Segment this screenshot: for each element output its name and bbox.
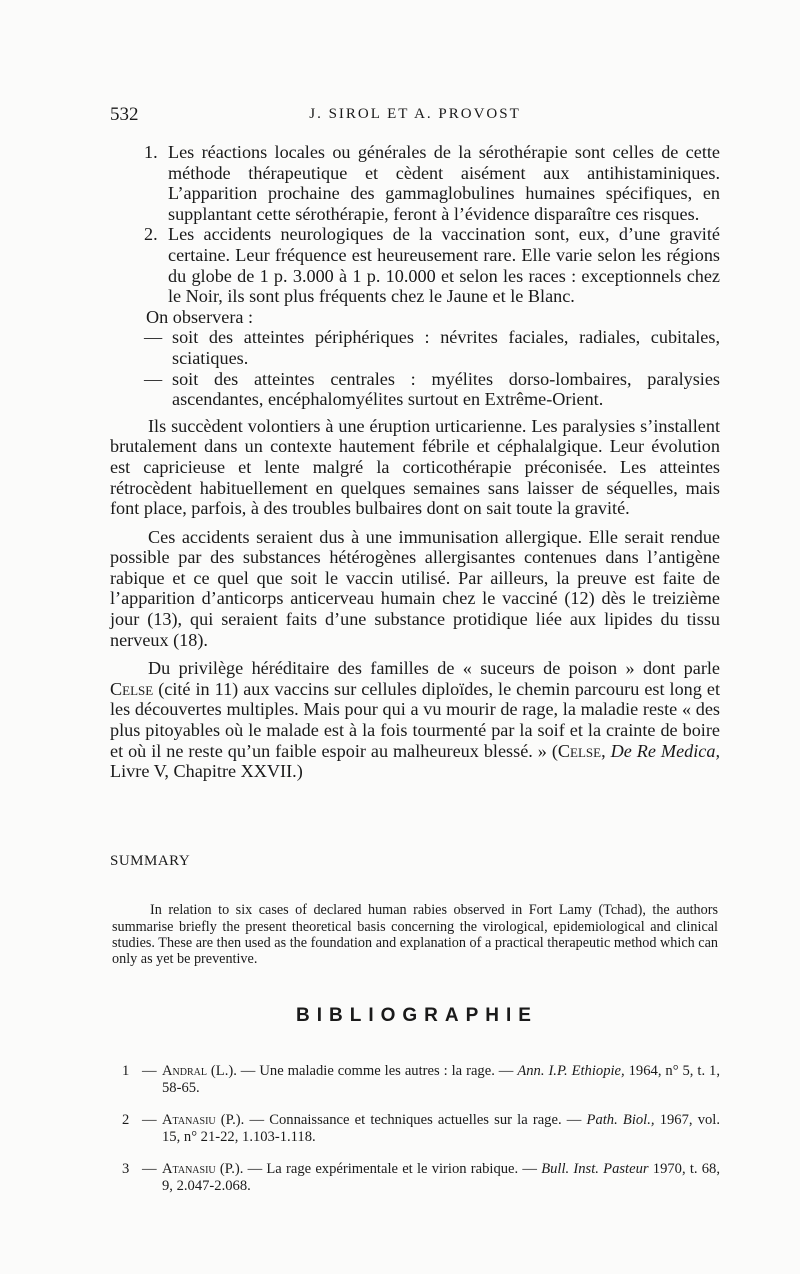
page-number: 532 — [110, 104, 139, 125]
reference-journal: Path. Biol., — [586, 1111, 655, 1128]
reference-details: 1970, t. 68, 9, 2.047-2.068. — [162, 1160, 720, 1194]
page-header — [110, 104, 720, 132]
reference-author: Atanasiu — [162, 1111, 216, 1128]
paragraph-text: , — [601, 740, 611, 761]
reference-journal: Ann. I.P. Ethiopie, — [517, 1062, 625, 1079]
reference-text: (P.). — La rage expérimentale et le virion rabique. — — [215, 1160, 542, 1177]
summary-heading: SUMMARY — [110, 853, 191, 869]
reference-entry — [110, 1112, 720, 1146]
paragraph-text: Du privilège héréditaire des familles de « suceurs de poison » dont parle — [148, 658, 720, 679]
reference-journal: Bull. Inst. Pasteur — [541, 1160, 649, 1177]
reference-details: 1967, vol. 15, n° 21-22, 1.103-1.118. — [162, 1111, 720, 1145]
item-text: Les accidents neurologiques de la vaccination sont, eux, d’une gravité certaine. Leur fréquence est heureusement rare. Elle varie selon les régions du globe de 1 p. 3.000 à 1 p. 10.000 et selon les races : exceptionnels chez le Noir, ils sont plus fréquents chez le Jaune et le Blanc. — [168, 224, 720, 307]
author-name: Celse — [110, 678, 154, 699]
reference-details: 1964, n° 5, t. 1, 58-65. — [162, 1062, 720, 1096]
bibliography-heading: BIBLIOGRAPHIE — [296, 1005, 538, 1026]
numbered-item — [110, 224, 720, 306]
reference-text: (L.). — Une maladie comme les autres : la rage. — — [206, 1062, 518, 1079]
article-body — [110, 142, 720, 782]
reference-text: (P.). — Connaissance et techniques actuelles sur la rage. — — [215, 1111, 587, 1128]
work-title: De Re Medica, — [610, 740, 721, 761]
item-text: Les réactions locales ou générales de la sérothérapie sont celles de cette méthode thérapeutique et cèdent aisément aux antihistaminiques. L’apparition prochaine des gammaglobulines humaines spécifiques, en supplantant cette sérothérapie, feront à l’évidence disparaître ces risques. — [168, 142, 720, 224]
reference-dash: — — [142, 1062, 157, 1079]
reference-dash: — — [142, 1160, 157, 1177]
dash-marker: — — [144, 327, 163, 348]
running-title: J. SIROL ET A. PROVOST — [309, 106, 521, 122]
item-number: 2. — [144, 224, 158, 245]
reference-author: Atanasiu — [162, 1160, 216, 1177]
summary-text: In relation to six cases of declared human rabies observed in Fort Lamy (Tchad), the authors summarise briefly the present theoretical basis concerning the virological, epidemiological and clinical studies. These are then used as the foundation and explanation of a practical therapeutic method which can only as yet be preventive. — [112, 902, 718, 968]
item-number: 1. — [144, 142, 158, 162]
reference-dash: — — [142, 1111, 157, 1128]
paragraph — [110, 658, 720, 782]
reference-author: Andral — [162, 1062, 207, 1079]
reference-entry — [110, 1063, 720, 1097]
dash-item-text: soit des atteintes centrales : myélites dorso-lombaires, paralysies ascendantes, encéphalomyélites surtout en Extrême-Orient. — [172, 368, 720, 410]
dash-item — [110, 369, 720, 410]
reference-entry — [110, 1161, 720, 1195]
reference-list — [110, 1048, 720, 1196]
dash-item — [110, 327, 720, 368]
paragraph: Ils succèdent volontiers à une éruption urticarienne. Les paralysies s’installent brutalement dans un contexte hautement fébrile et céphalalgique. Leur évolution est capricieuse et lente malgré la corticothérapie préconisée. Les atteintes rétrocèdent habituellement en quelques semaines sans laisser de séquelles, mais font place, parfois, à des troubles bulbaires dont on sait toute la gravité. — [110, 415, 720, 519]
reference-number: 1 — [122, 1062, 130, 1079]
paragraph: Ces accidents seraient dus à une immunisation allergique. Elle serait rendue possible par des substances hétérogènes allergisantes contenues dans l’antigène rabique et ce quel que soit le vaccin utilisé. Par ailleurs, la preuve est faite de l’apparition d’anticorps anticerveau humain chez le vacciné (12) dès le treizième jour (13), qui seraient faits d’une substance protidique liée aux lipides du tissu nerveux (18). — [110, 526, 720, 650]
reference-number: 3 — [122, 1160, 130, 1177]
numbered-item — [110, 142, 720, 224]
author-name: Celse — [557, 740, 602, 761]
dash-item-text: soit des atteintes périphériques : névrites faciales, radiales, cubitales, sciatiques. — [172, 327, 720, 368]
reference-number: 2 — [122, 1111, 130, 1128]
observe-lead: On observera : — [146, 306, 254, 327]
paragraph-text: Livre V, Chapitre XXVII.) — [110, 761, 303, 782]
paragraph-text: (cité in 11) aux vaccins sur cellules diploïdes, le chemin parcouru est long et les découvertes multiples. Mais pour qui a vu mourir de rage, la maladie reste « des plus pitoyables où le malade est à la fois tourmenté par la soif et la crainte de boire et où il ne reste qu’un faible espoir au malheureux blessé. » ( — [110, 678, 720, 761]
dash-marker: — — [144, 368, 163, 389]
